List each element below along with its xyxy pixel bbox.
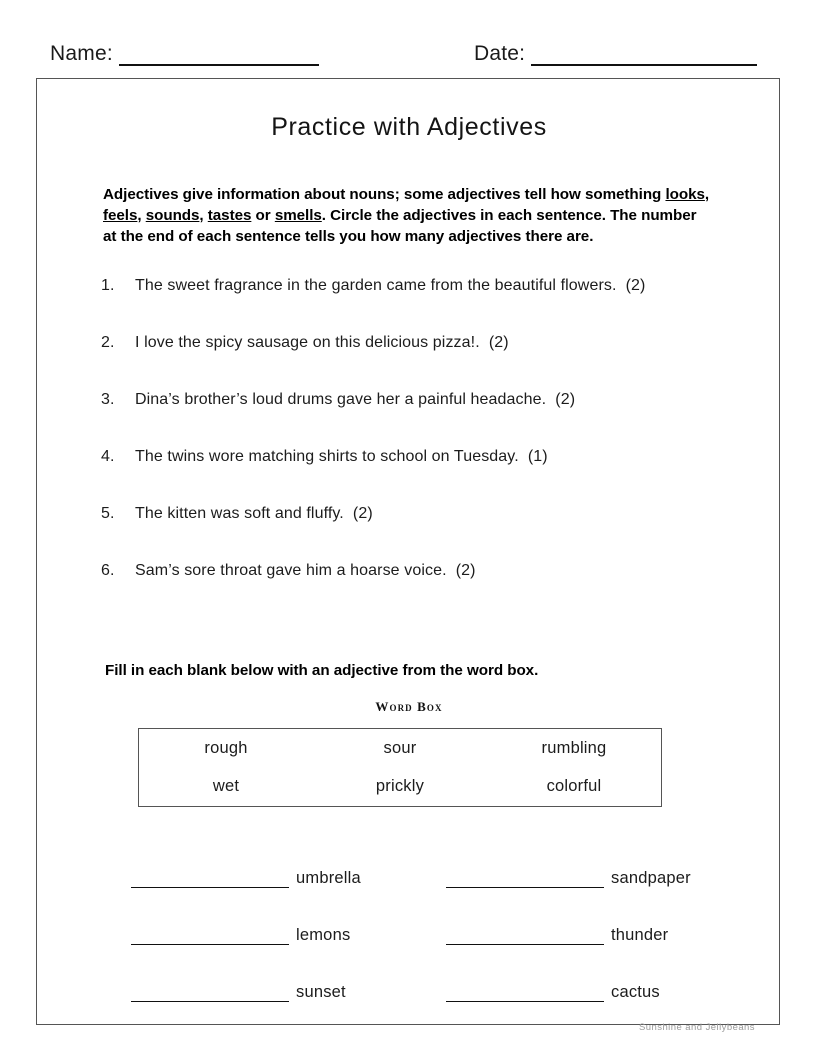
sentence-number: 1. — [101, 277, 115, 294]
instructions-part2: . Circle the adjectives in each sentence. The number at the end of each sentence tells you how many adjectives there are. — [103, 207, 697, 245]
sentence-list — [101, 277, 741, 619]
instructions-sep2: , — [137, 207, 146, 224]
sense-word-looks: looks — [665, 186, 705, 203]
blank-item[interactable] — [446, 983, 660, 1002]
blank-noun: sunset — [296, 983, 346, 1001]
date-label: Date: — [474, 42, 532, 65]
sentence-item[interactable] — [101, 505, 741, 562]
sentence-text: The kitten was soft and fluffy. (2) — [135, 505, 373, 522]
word-box-word[interactable]: wet — [212, 777, 240, 796]
instructions-part1: Adjectives give information about nouns; some adjectives tell how something — [103, 186, 666, 203]
sentence-text: Dina’s brother’s loud drums gave her a painful headache. (2) — [135, 391, 576, 408]
name-label: Name: — [50, 42, 119, 65]
word-box-row — [139, 729, 661, 768]
sentence-item[interactable] — [101, 334, 741, 391]
sentence-text: I love the spicy sausage on this delicious pizza!. (2) — [135, 334, 509, 351]
blank-row — [95, 831, 755, 888]
word-box-word[interactable]: colorful — [546, 777, 602, 796]
sense-word-sounds: sounds — [145, 207, 200, 224]
blank-noun: cactus — [611, 983, 660, 1001]
blank-noun: sandpaper — [611, 869, 691, 887]
sentence-item[interactable] — [101, 448, 741, 505]
instructions-paragraph — [103, 184, 713, 247]
sentence-text: The twins wore matching shirts to school on Tuesday. (1) — [135, 448, 548, 465]
blank-answer-rule[interactable] — [446, 929, 604, 945]
sentence-number: 4. — [101, 448, 115, 465]
word-box-word[interactable]: rough — [204, 738, 248, 757]
word-box-word[interactable]: rumbling — [541, 738, 607, 757]
sentence-text: Sam’s sore throat gave him a hoarse voice. (2) — [135, 562, 476, 579]
instructions-sep3: , — [199, 207, 208, 224]
instructions-sep4: or — [251, 207, 275, 224]
sentence-item[interactable] — [101, 562, 741, 619]
instructions-sep1: , — [704, 186, 710, 203]
sentence-number: 6. — [101, 562, 115, 579]
header-row — [0, 42, 816, 72]
blank-answer-rule[interactable] — [446, 986, 604, 1002]
word-box-word[interactable]: sour — [383, 738, 417, 757]
blank-answer-rule[interactable] — [131, 929, 289, 945]
word-box — [138, 728, 662, 807]
sentence-number: 5. — [101, 505, 115, 522]
blank-item[interactable] — [131, 983, 346, 1002]
sense-word-smells: smells — [274, 207, 322, 224]
blank-answer-rule[interactable] — [446, 872, 604, 888]
blank-item[interactable] — [446, 926, 668, 945]
blank-noun: lemons — [296, 926, 351, 944]
sense-word-tastes: tastes — [207, 207, 252, 224]
word-box-row — [139, 768, 661, 807]
date-input-rule[interactable] — [531, 47, 757, 66]
sentence-item[interactable] — [101, 277, 741, 334]
worksheet-border-box — [36, 78, 780, 1025]
blank-row — [95, 888, 755, 945]
date-field — [474, 42, 757, 66]
page-title: Practice with Adjectives — [271, 113, 547, 141]
sentence-item[interactable] — [101, 391, 741, 448]
sense-word-feels: feels — [103, 207, 138, 224]
blank-noun: umbrella — [296, 869, 361, 887]
blank-item[interactable] — [131, 869, 361, 888]
blank-row — [95, 945, 755, 1002]
blank-answer-rule[interactable] — [131, 986, 289, 1002]
sentence-number: 2. — [101, 334, 115, 351]
name-input-rule[interactable] — [119, 47, 319, 66]
name-field — [50, 42, 319, 66]
credit-footer: Sunshine and Jellybeans — [639, 1022, 755, 1033]
sentence-text: The sweet fragrance in the garden came from the beautiful flowers. (2) — [135, 277, 646, 294]
word-box-word[interactable]: prickly — [375, 777, 425, 796]
fill-in-blank-list — [95, 831, 755, 1002]
blank-item[interactable] — [446, 869, 691, 888]
sentence-number: 3. — [101, 391, 115, 408]
word-box-label: Word Box — [375, 699, 443, 714]
fill-in-instructions: Fill in each blank below with an adjective from the word box. — [105, 662, 539, 679]
blank-item[interactable] — [131, 926, 350, 945]
blank-noun: thunder — [611, 926, 669, 944]
blank-answer-rule[interactable] — [131, 872, 289, 888]
